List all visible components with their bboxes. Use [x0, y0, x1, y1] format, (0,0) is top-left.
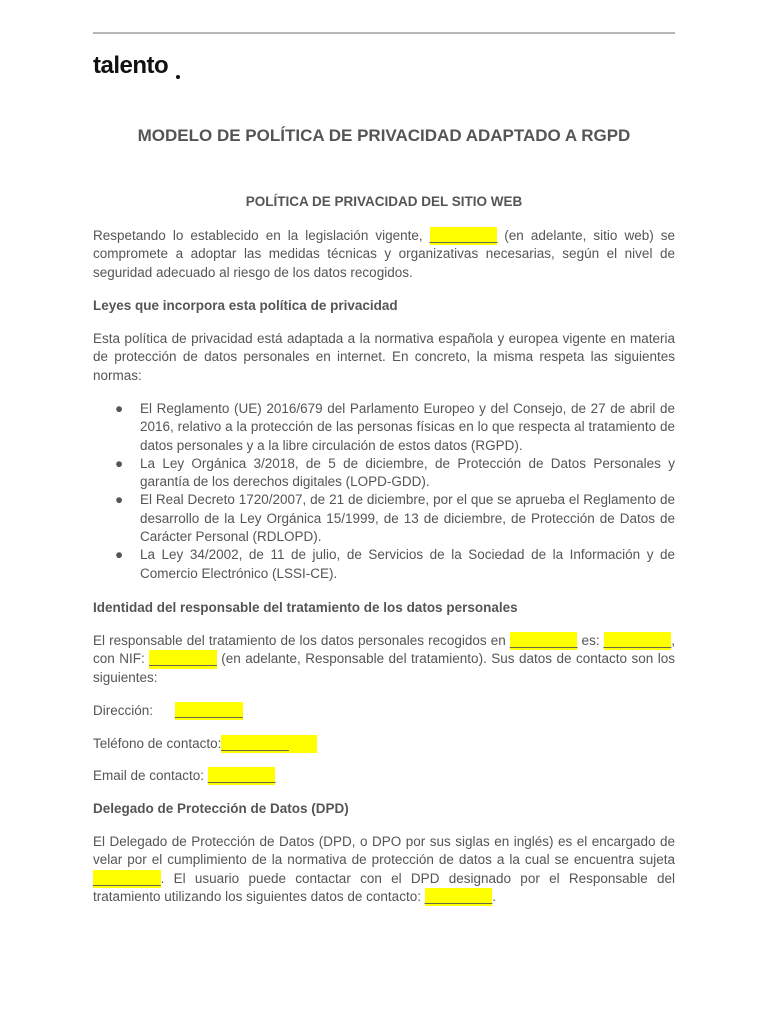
placeholder-field: _________ — [430, 227, 498, 245]
placeholder-field: _________ — [425, 888, 493, 906]
laws-heading: Leyes que incorpora esta política de privacidad — [93, 298, 398, 313]
document-title: MODELO DE POLÍTICA DE PRIVACIDAD ADAPTADO A RGPD — [137, 126, 631, 145]
dpd-paragraph: El Delegado de Protección de Datos (DPD, o DPO por sus siglas en inglés) es el encargado de velar por el cumplimiento de la normativa de protección de datos a la cual se encuentra sujeta _________. El usuario puede contactar con el DPD designado por el Responsable del tratamiento utilizando los siguientes datos de contacto: _________. — [93, 833, 675, 906]
section-title: POLÍTICA DE PRIVACIDAD DEL SITIO WEB — [245, 194, 523, 209]
email-line — [93, 767, 675, 785]
email-label: Email de contacto: — [93, 768, 205, 783]
phone-label: Teléfono de contacto: — [93, 736, 222, 751]
top-rule — [93, 32, 675, 34]
list-item: ● La Ley Orgánica 3/2018, de 5 de diciembre, de Protección de Datos Personales y garantía de los derechos digitales (LOPD-GDD). — [115, 455, 675, 490]
placeholder-field: _________ — [510, 632, 578, 650]
bullet-icon: ● — [115, 547, 124, 563]
intro-paragraph: Respetando lo establecido en la legislación vigente, _________ (en adelante, sitio web) se compromete a adoptar las medidas técnicas y organizativas necesarias, según el nivel de seguridad adecuado al riesgo de los datos recogidos. — [93, 228, 675, 280]
bullet-icon: ● — [115, 401, 124, 416]
address-line — [93, 702, 675, 720]
dpd-heading: Delegado de Protección de Datos (DPD) — [93, 801, 349, 816]
bullet-icon: ● — [115, 492, 124, 508]
bullet-icon: ● — [115, 455, 124, 471]
placeholder-field: _________ — [93, 870, 161, 888]
list-item: ● La Ley 34/2002, de 11 de julio, de Servicios de la Sociedad de la Información y de Comercio Electrónico (LSSI-CE). — [115, 547, 675, 581]
placeholder-field: _________ — [175, 702, 243, 720]
identity-paragraph: El responsable del tratamiento de los datos personales recogidos en _________ es: _________, con NIF: _________ (en adelante, Responsable del tratamiento). Sus datos de contacto son los siguientes: — [93, 633, 676, 685]
logo-dot — [176, 75, 180, 79]
list-item: ● El Reglamento (UE) 2016/679 del Parlamento Europeo y del Consejo, de 27 de abril de 2016, relativo a la protección de las personas físicas en lo que respecta al tratamiento de datos personales y a la libre circulación de estos datos (RGPD). — [115, 401, 675, 453]
placeholder-field: _________ — [604, 632, 672, 650]
laws-intro-paragraph: Esta política de privacidad está adaptada a la normativa española y europea vigente en materia de protección de datos personales en internet. En concreto, la misma respeta las siguientes normas: — [93, 331, 675, 383]
placeholder-field: _________ — [208, 767, 276, 785]
talento-logo: talento — [93, 52, 169, 79]
placeholder-field: _________ — [149, 650, 217, 668]
identity-heading: Identidad del responsable del tratamiento de los datos personales — [93, 600, 518, 615]
list-item: ● El Real Decreto 1720/2007, de 21 de diciembre, por el que se aprueba el Reglamento de desarrollo de la Ley Orgánica 15/1999, de 13 de diciembre, de Protección de Datos de Carácter Personal (RDLOPD). — [115, 492, 675, 545]
address-label: Dirección: — [93, 703, 154, 718]
phone-line — [93, 735, 675, 753]
laws-list — [93, 400, 675, 583]
placeholder-field: _________ — [221, 735, 317, 753]
